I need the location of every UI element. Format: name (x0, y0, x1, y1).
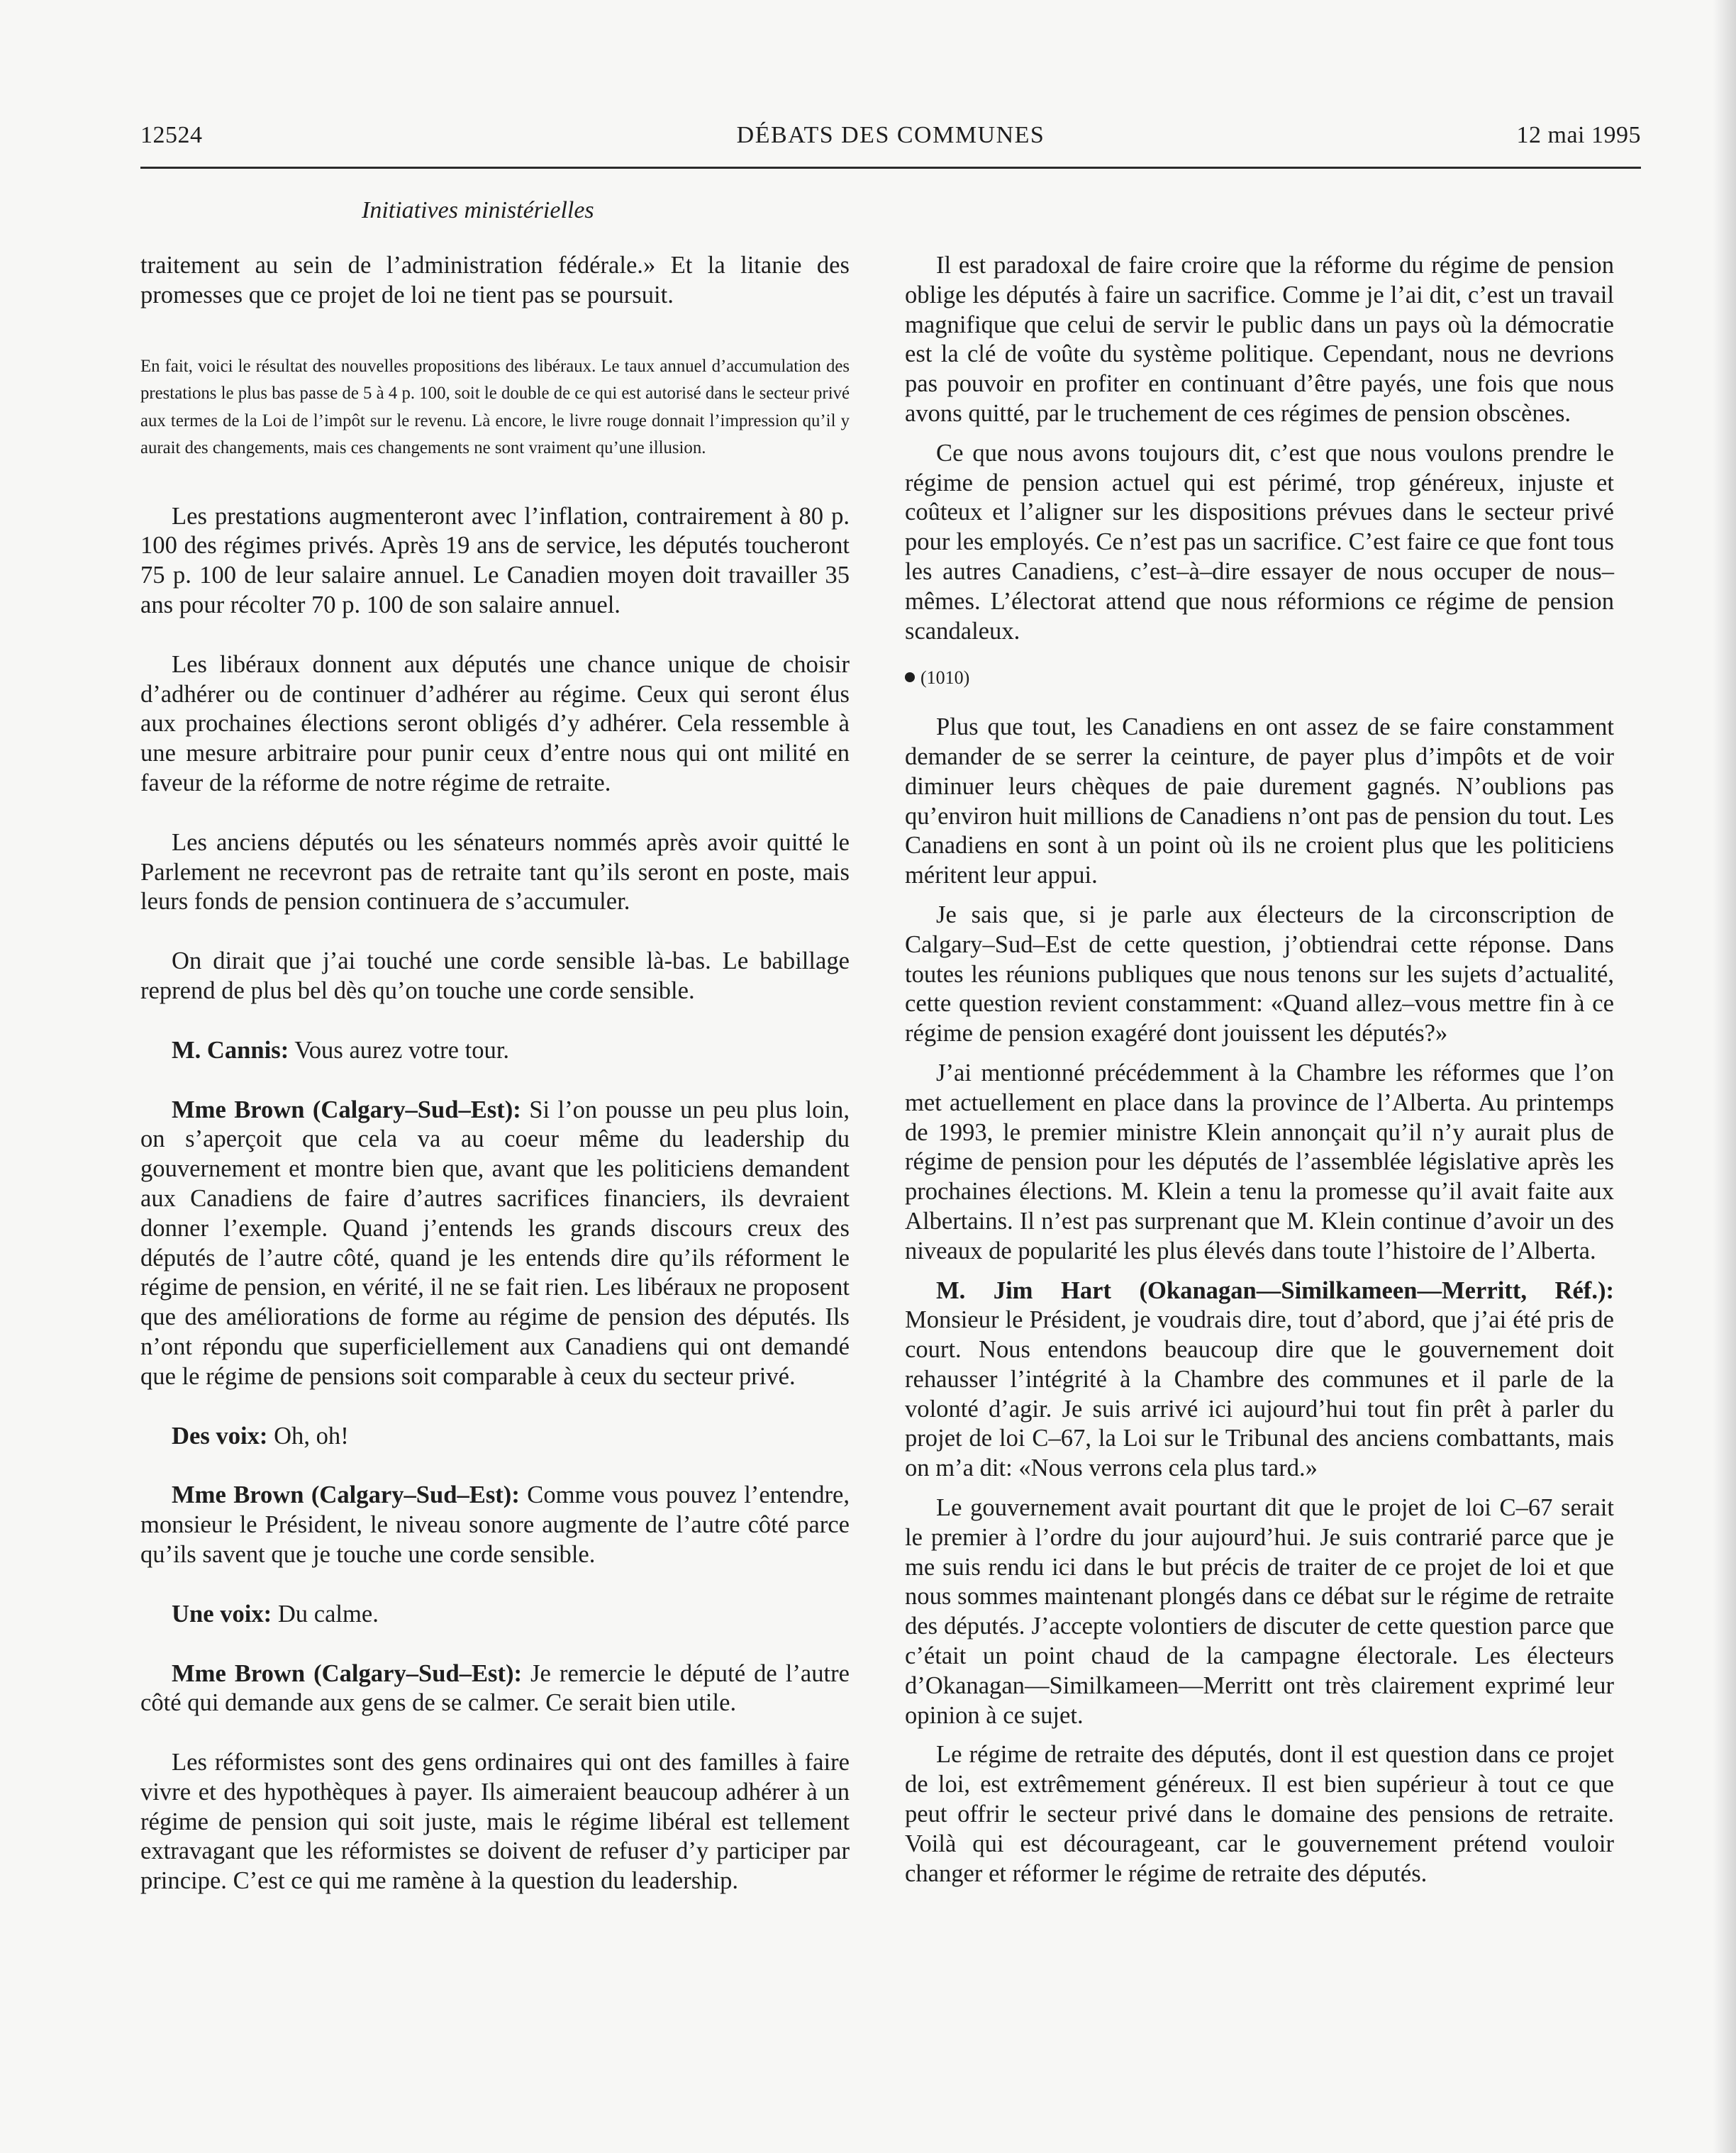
paragraph: Les libéraux donnent aux députés une chance unique de choisir d’adhérer ou de continuer d’adhérer au régime. Ceux qui seront élus aux prochaines élections seront obligés d’y adhérer. Cela ressemble à une mesure arbitraire pour punir ceux d’entre nous qui ont milité en faveur de la réforme de notre régime de retraite. (140, 650, 850, 796)
paragraph: Ce que nous avons toujours dit, c’est que nous voulons prendre le régime de pension actuel qui est périmé, trop généreux, injuste et coûteux et l’aligner sur les dispositions prévues dans le secteur privé pour les employés. Ce n’est pas un sacrifice. C’est faire ce que font tous les autres Canadiens, c’est–à–dire essayer de nous occuper de nous–mêmes. L’électorat attend que nous réformions ce régime de pension scandaleux. (905, 439, 1614, 645)
speaker-name: M. Cannis: (172, 1036, 289, 1064)
paragraph: traitement au sein de l’administration fédérale.» Et la litanie des promesses que ce projet de loi ne tient pas se poursuit. (140, 252, 850, 308)
paragraph: Plus que tout, les Canadiens en ont assez de se faire constamment demander de se serrer la ceinture, de payer plus d’impôts et de voir diminuer leurs chèques de paie durement gagnés. N’oublions pas qu’environ huit millions de Canadiens n’ont pas de pension du tout. Les Canadiens en sont à un point où ils ne croient plus que les politiciens méritent leur appui. (905, 713, 1614, 889)
speaker-name: Une voix: (172, 1600, 272, 1628)
paragraph: Les réformistes sont des gens ordinaires qui ont des familles à faire vivre et des hypothèques à payer. Ils aimeraient beaucoup adhérer à un régime de pension qui soit juste, mais le régime libéral est tellement extravagant que les réformistes se doivent de refuser d’y participer par principe. C’est ce qui me ramène à la question du leadership. (140, 1749, 850, 1895)
paragraph: Il est paradoxal de faire croire que la réforme du régime de pension oblige les députés à faire un sacrifice. Comme je l’ai dit, c’est un travail magnifique que celui de servir le public dans un pays où la démocratie est la clé de voûte du système politique. Cependant, nous ne devrions pas pouvoir en profiter en continuant d’être payés, une fois que nous avons quitté, par le truchement de ces régimes de pension obscènes. (905, 252, 1614, 427)
paragraph: Le gouvernement avait pourtant dit que le projet de loi C–67 serait le premier à l’ordre du jour aujourd’hui. Je suis contrarié parce que je me suis rendu ici dans le but précis de traiter de ce projet de loi et que nous sommes maintenant plongés dans ce débat sur le régime de retraite des députés. J’accepte volontiers de discuter de cette question parce que c’était un point chaud de la campagne électorale. Les électeurs d’Okanagan—Similkameen—Merritt ont très clairement exprimé leur opinion à ce sujet. (905, 1494, 1614, 1729)
paragraph: Je sais que, si je parle aux électeurs de la circonscription de Calgary–Sud–Est de cette question, j’obtiendrai cette réponse. Dans toutes les réunions publiques que nous tenons sur les sujets d’actualité, cette question revient constamment: «Quand allez–vous mettre fin à ce régime de pension exagéré dont jouissent les députés?» (905, 901, 1614, 1047)
speech-paragraph: Des voix: Oh, oh! (172, 1422, 349, 1450)
paragraph: Les prestations augmenteront avec l’inflation, contrairement à 80 p. 100 des régimes privés. Après 19 ans de service, les députés toucheront 75 p. 100 de leur salaire annuel. Le Canadien moyen doit travailler 35 ans pour récolter 70 p. 100 de son salaire annuel. (140, 502, 850, 618)
section-title: Initiatives ministérielles (362, 197, 594, 223)
publication-title: DÉBATS DES COMMUNES (736, 122, 1045, 148)
speech-paragraph: Mme Brown (Calgary–Sud–Est): Je remercie le député de l’autre côté qui demande aux gens de se calmer. Ce serait bien utile. (140, 1659, 850, 1717)
speech-paragraph: Une voix: Du calme. (172, 1600, 379, 1628)
speech-paragraph: Mme Brown (Calgary–Sud–Est): Si l’on pousse un peu plus loin, on s’aperçoit que cela va au coeur même du leadership du gouvernement et montre bien que, avant que les politiciens demandent aux Canadiens de faire d’autres sacrifices financiers, ils devraient donner l’exemple. Quand j’entends les grands discours creux des députés de l’autre côté, quand je les entends dire qu’ils réforment le régime de pension, en vérité, il ne se fait rien. Les libéraux ne proposent que des améliorations de forme au régime de pension des députés. Ils n’ont répondu que superficiellement aux Canadiens qui ont demandé que le régime de pensions soit comparable à ceux du secteur privé. (140, 1096, 850, 1390)
page-edge (1713, 0, 1736, 2153)
speaker-name: Mme Brown (Calgary–Sud–Est): (172, 1096, 521, 1123)
header-rule (140, 167, 1641, 169)
page-header (140, 122, 1641, 162)
speaker-name: M. Jim Hart (Okanagan—Similkameen—Merritt, Réf.): (936, 1276, 1614, 1304)
speaker-name: Mme Brown (Calgary–Sud–Est): (172, 1659, 523, 1687)
speaker-name: Des voix: (172, 1422, 268, 1450)
quoted-paragraph: En fait, voici le résultat des nouvelles propositions des libéraux. Le taux annuel d’accumulation des prestations le plus bas passe de 5 à 4 p. 100, soit le double de ce qui est autorisé dans le secteur privé aux termes de la Loi de l’impôt sur le revenu. Là encore, le livre rouge donnait l’impression qu’il y aurait des changements, mais ces changements ne sont vraiment qu’une illusion. (140, 356, 850, 458)
paragraph: On dirait que j’ai touché une corde sensible là-bas. Le babillage reprend de plus bel dès qu’on touche une corde sensible. (140, 947, 850, 1004)
paragraph: Le régime de retraite des députés, dont il est question dans ce projet de loi, est extrêmement généreux. Il est bien supérieur à tout ce que peut offrir le secteur privé dans le domaine des pensions de retraite. Voilà qui est décourageant, car le gouvernement prétend vouloir changer et réformer le régime de retraite des députés. (905, 1741, 1614, 1887)
left-column (140, 251, 850, 1896)
speech-paragraph: M. Cannis: Vous aurez votre tour. (172, 1036, 510, 1064)
page-number: 12524 (140, 122, 203, 148)
bullet-icon (905, 672, 915, 682)
publication-date: 12 mai 1995 (1516, 122, 1641, 148)
speaker-name: Mme Brown (Calgary–Sud–Est): (172, 1481, 520, 1509)
time-marker: (1010) (905, 663, 1614, 693)
speech-paragraph: Mme Brown (Calgary–Sud–Est): Comme vous pouvez l’entendre, monsieur le Président, le niveau sonore augmente de l’autre côté parce qu’ils savent que je touche une corde sensible. (140, 1481, 850, 1568)
speech-paragraph: M. Jim Hart (Okanagan—Similkameen—Merritt, Réf.): Monsieur le Président, je voudrais dire, tout d’abord, que j’ai été pris de court. Nous entendons beaucoup dire que le gouvernement doit rehausser l’intégrité à la Chambre des communes et il parle de la volonté d’agir. Je suis arrivé ici aujourd’hui tout fin prêt à parler du projet de loi C–67, la Loi sur le Tribunal des anciens combattants, mais on m’a dit: «Nous verrons cela plus tard.» (905, 1276, 1614, 1482)
paragraph: Les anciens députés ou les sénateurs nommés après avoir quitté le Parlement ne recevront pas de retraite tant qu’ils seront en poste, mais leurs fonds de pension continuera de s’accumuler. (140, 828, 850, 916)
paragraph: J’ai mentionné précédemment à la Chambre les réformes que l’on met actuellement en place dans la province de l’Alberta. Au printemps de 1993, le premier ministre Klein annonçait qu’il n’y aurait plus de régime de pension pour les députés de l’assemblée législative après les prochaines élections. M. Klein a tenu la promesse qu’il avait faite aux Albertains. Il n’est pas surprenant que M. Klein continue d’avoir un des niveaux de popularité les plus élevés dans toute l’histoire de l’Alberta. (905, 1059, 1614, 1264)
right-column (905, 251, 1614, 1888)
